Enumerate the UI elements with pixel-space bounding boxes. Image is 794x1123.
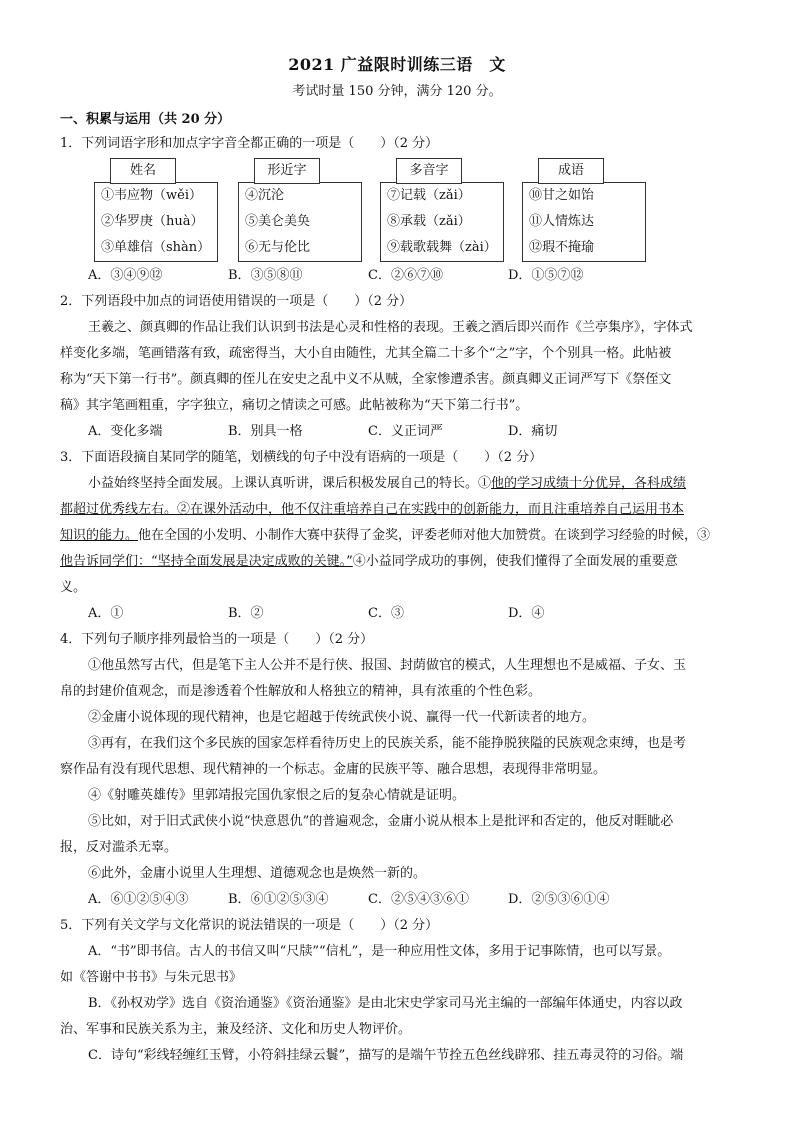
q3-option-a: A．① [88,606,124,621]
q1-option-a: A．③④⑨⑫ [88,268,163,283]
question-5-stem: 5．下列有关文学与文化常识的说法错误的一项是（ ）（2 分） [60,918,439,933]
q3-text: 他在全国的小发明、小制作大赛中获得了金奖，评委老师对他大加赞赏。在谈到学习经验的时候，③ [138,528,711,543]
q2-option-a: A．变化多端 [88,424,163,439]
q1-item: ⑪人情炼达 [529,214,595,229]
q1-group-box [94,182,218,262]
q1-group-head: 多音字 [396,158,462,184]
q3-underlined-text: 他的学习成绩十分优异，各科成绩 [491,476,687,491]
q1-option-d: D．①⑤⑦⑫ [508,268,584,283]
q1-item: ⑧承载（zǎi） [387,214,471,229]
q4-option-a: A．⑥①②⑤④③ [88,892,189,907]
q4-sentence-line: ③再有，在我们这个多民族的国家怎样看待历史上的民族关系，能不能挣脱狭隘的民族观念束缚，也是考 [88,736,687,751]
q1-item: ④沉沦 [245,188,285,203]
q3-option-c: C．③ [368,606,404,621]
q5-option-line: A．“书”即书信。古人的书信又叫“尺牍”“信札”，是一种应用性文体，多用于记事陈情，也可以写景。 [88,944,671,959]
q1-item: ③单雄信（shàn） [101,240,211,255]
q2-para-line: 样变化多端，笔画错落有致，疏密得当，大小自由随性，尤其全篇二十多个“之”字，个个别具一格。此帖被 [60,346,672,361]
q3-option-b: B．② [228,606,264,621]
q3-para-line [60,552,740,572]
q5-option-line: B．《孙权劝学》选自《资治通鉴》《资治通鉴》是由北宋史学家司马光主编的一部编年体通史，内容以政 [88,996,683,1011]
q2-options [88,422,748,442]
q1-option-c: C．②⑥⑦⑩ [368,268,443,283]
q2-option-d: D．痛切 [508,424,558,439]
q2-option-c: C．义正词严 [368,424,443,439]
q3-option-d: D．④ [508,606,545,621]
q3-underlined-text: 都超过优秀线左右。②在课外活动中，他不仅注重培养自己在实践中的创新能力，而且注重培养自己运用书本 [60,502,685,517]
q1-group-box [380,182,504,262]
q3-text: ④小益同学成功的事例，使我们懂得了全面发展的重要意 [352,554,678,569]
q4-sentence-line: 报，反对滥杀无辜。 [60,840,178,855]
q1-group-box [238,182,362,262]
q3-text: 小益始终坚持全面发展。上课认真听讲，课后积极发展自己的特长。① [88,476,492,491]
q2-para-line: 称为“天下第一行书”。颜真卿的侄儿在安史之乱中义不从贼，全家惨遭杀害。颜真卿义正词严写下《祭侄文 [60,372,672,387]
q4-sentence-line: ②金庸小说体现的现代精神，也是它超越于传统武侠小说、赢得一代一代新读者的地方。 [88,710,596,725]
exam-title: 2021 广益限时训练三语 文 [288,55,506,74]
q2-option-b: B．别具一格 [228,424,303,439]
q3-options [88,604,748,624]
q1-item: ②华罗庚（huà） [101,214,204,229]
q4-option-d: D．②⑤③⑥①④ [508,892,610,907]
q3-underlined-text: 知识的能力。 [60,528,139,543]
q1-group-head: 成语 [538,158,604,184]
q1-item: ⑤美仑美奂 [245,214,311,229]
q1-options [88,266,748,286]
q5-option-line: 治、军事和民族关系为主，兼及经济、文化和历史人物评价。 [60,1022,412,1037]
q1-item: ⑩甘之如饴 [529,188,595,203]
section-heading: 一、积累与运用（共 20 分） [60,112,231,127]
question-1-stem: 1．下列词语字形和加点字字音全都正确的一项是（ ）（2 分） [60,136,439,151]
q4-option-b: B．⑥①②⑤③④ [228,892,329,907]
q4-sentence-line: 察作品有没有现代思想、现代精神的一个标志。金庸的民族平等、融合思想，表现得非常明显。 [60,762,607,777]
q4-sentence-line: ⑤比如，对于旧式武侠小说“快意恩仇”的普遍观念，金庸小说从根本上是批评和否定的，他反对睚眦必 [88,814,674,829]
q1-group-head: 形近字 [254,158,320,184]
q4-sentence-line: ④《射雕英雄传》里郭靖报完国仇家恨之后的复杂心情就是证明。 [88,788,466,803]
question-4-stem: 4．下列句子顺序排列最恰当的一项是（ ）（2 分） [60,632,374,647]
q5-option-line: C．诗句“彩线轻缠红玉臂，小符斜挂绿云鬟”，描写的是端午节拴五色丝线辟邪、挂五毒灵符的习俗。端 [88,1048,684,1063]
q4-sentence-line: ⑥此外，金庸小说里人生理想、道德观念也是焕然一新的。 [88,866,427,881]
q4-sentence-line: ①他虽然写古代，但是笔下主人公并不是行侠、报国、封荫做官的模式，人生理想也不是威福、子女、玉 [88,658,687,673]
q4-option-c: C．②⑤④③⑥① [368,892,469,907]
q4-sentence-line: 帛的封建价值观念，而是渗透着个性解放和人格独立的精神，具有浓重的个性色彩。 [60,684,542,699]
q2-para-line: 王羲之、颜真卿的作品让我们认识到书法是心灵和性格的表现。王羲之酒后即兴而作《兰亭集序》，字体式 [88,320,693,335]
q3-para-line [88,474,740,494]
q3-para-line: 义。 [60,580,87,595]
question-2-stem: 2．下列语段中加点的词语使用错误的一项是（ ）（2 分） [60,294,413,309]
exam-subtitle: 考试时量 150 分钟，满分 120 分。 [292,84,502,99]
q1-item: ⑫瑕不掩瑜 [529,240,595,255]
q1-item: ①韦应物（wěi） [101,188,202,203]
q1-group-head: 姓名 [110,158,176,184]
q1-item: ⑨载歌载舞（zài） [387,240,497,255]
q3-underlined-text: 他告诉同学们：“坚持全面发展是决定成败的关键。” [60,554,353,569]
q1-item: ⑦记载（zǎi） [387,188,471,203]
q3-para-line [60,526,740,546]
q1-item: ⑥无与伦比 [245,240,311,255]
q1-option-b: B．③⑤⑧⑪ [228,268,303,283]
q2-para-line: 稿》其字笔画粗重，字字独立，痛切之情读之可感。此帖被称为“天下第二行书”。 [60,398,529,413]
q4-options [88,890,748,910]
q5-option-line: 如《答谢中书书》与朱元思书》 [60,970,243,985]
question-3-stem: 3．下面语段摘自某同学的随笔，划横线的句子中没有语病的一项是（ ）（2 分） [60,450,543,465]
q1-group-box [522,182,646,262]
